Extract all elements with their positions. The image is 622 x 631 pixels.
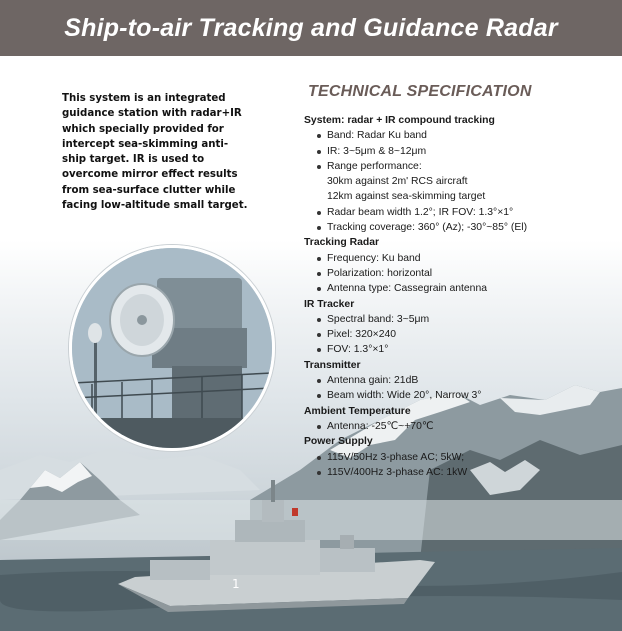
- spec-item-continued: 12km against sea-skimming target: [327, 191, 486, 203]
- power-supply-heading: Power Supply: [304, 436, 373, 448]
- spec-item: 115V/50Hz 3-phase AC; 5kW;: [304, 450, 616, 465]
- spec-item: Polarization: horizontal: [304, 266, 616, 281]
- ambient-temperature-heading: Ambient Temperature: [304, 405, 411, 417]
- intro-paragraph: [62, 91, 287, 213]
- intro-line: overcome mirror effect results: [62, 169, 238, 181]
- spec-item: Frequency: Ku band: [304, 251, 616, 266]
- intro-line: facing low-altitude small target.: [62, 200, 248, 212]
- svg-text:1: 1: [232, 577, 240, 591]
- transmitter-heading: Transmitter: [304, 359, 361, 371]
- spec-item: Radar beam width 1.2°; IR FOV: 1.3°×1°: [304, 205, 616, 220]
- spec-list: [304, 113, 616, 480]
- intro-line: This system is an integrated: [62, 93, 226, 104]
- spec-item: Antenna type: Cassegrain antenna: [304, 281, 616, 296]
- intro-line: intercept sea-skimming anti-: [62, 138, 229, 150]
- page-title: Ship-to-air Tracking and Guidance Radar: [64, 13, 558, 42]
- ir-tracker-heading: IR Tracker: [304, 298, 355, 310]
- intro-line: which specially provided for: [62, 123, 224, 135]
- spec-item: Spectral band: 3~5μm: [304, 312, 616, 327]
- intro-line: from sea-surface clutter while: [62, 184, 236, 196]
- spec-item: IR: 3~5μm & 8~12μm: [304, 144, 616, 159]
- spec-item: Band: Radar Ku band: [304, 128, 616, 143]
- title-banner: [0, 0, 622, 56]
- tracking-radar-heading: Tracking Radar: [304, 237, 380, 249]
- radar-photo-inset: [69, 245, 275, 451]
- system-heading: System: radar + IR compound tracking: [304, 115, 495, 126]
- intro-line: guidance station with radar+IR: [62, 108, 242, 120]
- spec-heading: TECHNICAL SPECIFICATION: [308, 83, 532, 100]
- spec-item: Range performance:: [304, 159, 616, 174]
- spec-item: FOV: 1.3°×1°: [304, 342, 616, 357]
- spec-item: 115V/400Hz 3-phase AC: 1kW: [304, 465, 616, 480]
- spec-item: Beam width: Wide 20°, Narrow 3°: [304, 388, 616, 403]
- spec-item: Pixel: 320×240: [304, 327, 616, 342]
- spec-item-continued: 30km against 2m' RCS aircraft: [327, 176, 468, 188]
- spec-item: Tracking coverage: 360° (Az); -30°~85° (El): [304, 220, 616, 235]
- spec-item: Antenna: -25℃~+70℃: [304, 419, 616, 434]
- mist: [0, 500, 622, 540]
- spec-item: Antenna gain: 21dB: [304, 373, 616, 388]
- radar-illustration: [72, 248, 272, 448]
- intro-line: ship target. IR is used to: [62, 154, 205, 166]
